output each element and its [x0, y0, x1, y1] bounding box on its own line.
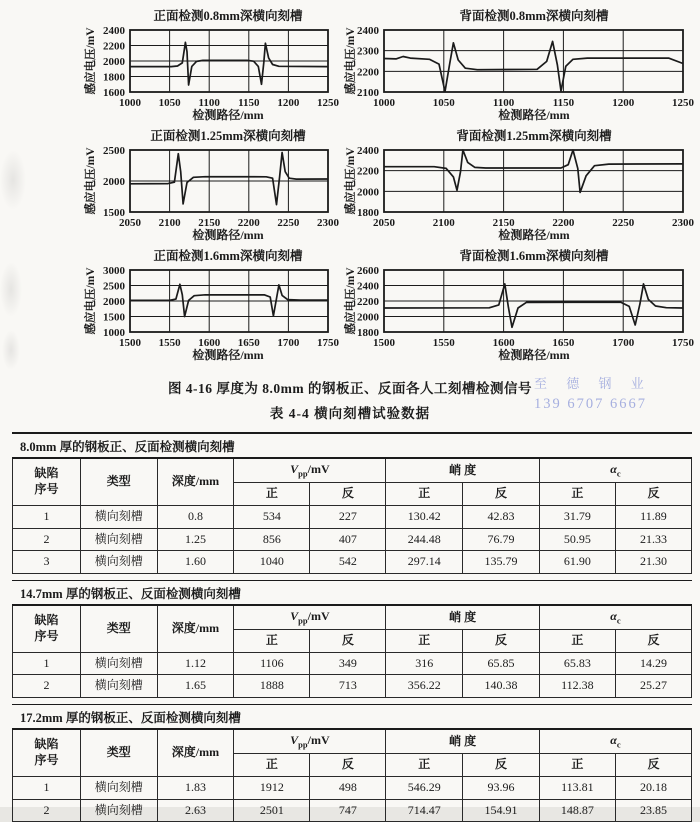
- cell-kurtosis-front: 316: [386, 652, 463, 675]
- cell-kurtosis-front: 244.48: [386, 528, 463, 551]
- svg-text:2400: 2400: [357, 280, 379, 293]
- header-row-groups: [13, 729, 692, 754]
- y-axis-label: 感应电压/mV: [85, 147, 97, 215]
- cell-alpha-back: 20.18: [615, 777, 691, 800]
- svg-text:1500: 1500: [103, 207, 125, 219]
- th-kurtosis-group: 峭 度: [386, 458, 539, 483]
- svg-text:1200: 1200: [612, 97, 635, 109]
- svg-text:1000: 1000: [119, 97, 141, 109]
- table-row: [13, 506, 692, 529]
- th-back: 反: [463, 754, 540, 777]
- cell-alpha-back: 25.27: [615, 675, 691, 698]
- header-row-groups: [13, 605, 692, 630]
- svg-text:1050: 1050: [158, 97, 181, 109]
- th-front: 正: [539, 630, 615, 653]
- th-back: 反: [615, 630, 691, 653]
- th-back: 反: [615, 754, 691, 777]
- cell-type: 横向刻槽: [80, 799, 157, 822]
- svg-text:3000: 3000: [103, 265, 125, 277]
- svg-text:2000: 2000: [103, 56, 125, 68]
- cell-kurtosis-back: 93.96: [463, 777, 540, 800]
- cell-vpp-back: 747: [310, 799, 386, 822]
- svg-text:1800: 1800: [357, 207, 379, 219]
- cell-vpp-back: 498: [310, 777, 386, 800]
- cell-vpp-front: 2501: [234, 799, 310, 822]
- th-front: 正: [539, 754, 615, 777]
- cell-depth: 1.12: [157, 652, 234, 675]
- cell-type: 横向刻槽: [80, 528, 157, 551]
- cell-kurtosis-front: 714.47: [386, 799, 463, 822]
- chart-title: 背面检测1.6mm深横向刻槽: [459, 249, 609, 263]
- svg-text:2050: 2050: [373, 217, 395, 229]
- table-row: [13, 799, 692, 822]
- cell-kurtosis-front: 356.22: [386, 675, 463, 698]
- chart-front-1p6mm: [30, 246, 340, 364]
- cell-vpp-front: 1106: [234, 652, 310, 675]
- svg-text:1600: 1600: [492, 337, 515, 349]
- chart-front-0p8mm: [30, 6, 340, 124]
- table-row: [13, 675, 692, 698]
- th-front: 正: [234, 630, 310, 653]
- data-table: [12, 728, 692, 822]
- svg-text:1100: 1100: [492, 97, 515, 109]
- svg-text:2000: 2000: [357, 186, 379, 199]
- svg-text:1550: 1550: [158, 337, 181, 349]
- svg-text:1200: 1200: [277, 97, 300, 109]
- table-section-8mm: [12, 432, 692, 574]
- cell-kurtosis-back: 76.79: [463, 528, 540, 551]
- cell-vpp-front: 1888: [234, 675, 310, 698]
- th-depth: 深度/mm: [157, 605, 234, 653]
- cell-type: 横向刻槽: [80, 652, 157, 675]
- th-alpha-group: $\alpha_c$: [539, 729, 691, 754]
- cell-kurtosis-front: 130.42: [386, 506, 463, 529]
- cell-vpp-back: 407: [310, 528, 386, 551]
- table-row: [13, 652, 692, 675]
- figure-4-16-charts: [0, 0, 700, 370]
- th-front: 正: [386, 754, 463, 777]
- cell-type: 横向刻槽: [80, 506, 157, 529]
- cell-depth: 1.25: [157, 528, 234, 551]
- cell-kurtosis-front: 546.29: [386, 777, 463, 800]
- x-axis-label: 检测路径/mm: [498, 228, 570, 242]
- svg-text:1150: 1150: [552, 97, 575, 109]
- svg-text:2500: 2500: [103, 145, 125, 157]
- th-vpp-group: $V_{pp}/mV$: [234, 605, 386, 630]
- cell-depth: 1.83: [157, 777, 234, 800]
- chart-back-0p8mm: [340, 6, 696, 124]
- table-section-label: 8.0mm 厚的钢板正、反面检测横向刻槽: [20, 440, 235, 454]
- data-table: [12, 457, 692, 574]
- cell-defect-no: 2: [13, 528, 81, 551]
- svg-text:1650: 1650: [552, 337, 575, 349]
- cell-alpha-front: 50.95: [539, 528, 615, 551]
- cell-vpp-front: 856: [234, 528, 310, 551]
- cell-depth: 2.63: [157, 799, 234, 822]
- cell-alpha-back: 11.89: [615, 506, 691, 529]
- svg-text:1100: 1100: [198, 97, 220, 109]
- svg-text:2400: 2400: [357, 25, 379, 37]
- cell-defect-no: 2: [13, 675, 81, 698]
- svg-text:2200: 2200: [357, 66, 379, 79]
- svg-text:1600: 1600: [198, 337, 221, 349]
- th-depth: 深度/mm: [157, 729, 234, 777]
- table-section-14p7mm: [12, 580, 692, 698]
- cell-depth: 0.8: [157, 506, 234, 529]
- th-back: 反: [615, 483, 691, 506]
- th-front: 正: [539, 483, 615, 506]
- cell-alpha-front: 112.38: [539, 675, 615, 698]
- header-row-groups: [13, 458, 692, 483]
- chart-title: 正面检测0.8mm深横向刻槽: [153, 9, 303, 23]
- svg-text:2200: 2200: [237, 217, 260, 229]
- cell-alpha-front: 31.79: [539, 506, 615, 529]
- svg-text:1800: 1800: [357, 327, 379, 339]
- cell-kurtosis-back: 140.38: [463, 675, 540, 698]
- th-defect-no: 缺陷 序号: [13, 458, 81, 506]
- th-type: 类型: [80, 605, 157, 653]
- th-kurtosis-group: 峭 度: [386, 605, 539, 630]
- cell-kurtosis-back: 65.85: [463, 652, 540, 675]
- th-type: 类型: [80, 458, 157, 506]
- cell-alpha-back: 21.30: [615, 551, 691, 574]
- svg-text:2300: 2300: [672, 217, 694, 229]
- cell-vpp-front: 1912: [234, 777, 310, 800]
- figure-caption: 图 4-16 厚度为 8.0mm 的钢板正、反面各人工刻槽检测信号: [167, 381, 533, 396]
- th-back: 反: [463, 630, 540, 653]
- cell-defect-no: 1: [13, 652, 81, 675]
- svg-text:2250: 2250: [277, 217, 300, 229]
- svg-text:2150: 2150: [198, 217, 221, 229]
- svg-text:1600: 1600: [103, 87, 125, 99]
- table-title: 表 4-4 横向刻槽试验数据: [269, 406, 431, 421]
- cell-defect-no: 1: [13, 506, 81, 529]
- svg-text:2000: 2000: [357, 311, 379, 324]
- cell-type: 横向刻槽: [80, 551, 157, 574]
- svg-text:2200: 2200: [552, 217, 575, 229]
- table-section-label: 14.7mm 厚的钢板正、反面检测横向刻槽: [20, 586, 241, 601]
- cell-kurtosis-back: 42.83: [463, 506, 540, 529]
- cell-defect-no: 1: [13, 777, 81, 800]
- x-axis-label: 检测路径/mm: [192, 348, 264, 362]
- svg-text:2100: 2100: [158, 217, 181, 229]
- y-axis-label: 感应电压/mV: [85, 267, 97, 335]
- cell-vpp-back: 227: [310, 506, 386, 529]
- cell-alpha-front: 65.83: [539, 652, 615, 675]
- svg-text:2000: 2000: [103, 296, 125, 308]
- chart-front-1p25mm: [30, 126, 340, 244]
- th-type: 类型: [80, 729, 157, 777]
- svg-text:2000: 2000: [103, 176, 125, 188]
- cell-vpp-back: 349: [310, 652, 386, 675]
- svg-text:2200: 2200: [357, 296, 379, 308]
- svg-text:2300: 2300: [357, 45, 379, 58]
- svg-text:1650: 1650: [237, 337, 260, 349]
- chart-title: 正面检测1.25mm深横向刻槽: [150, 129, 306, 143]
- svg-text:1800: 1800: [103, 71, 125, 84]
- th-front: 正: [234, 754, 310, 777]
- chart-back-1p25mm: [340, 126, 696, 244]
- cell-depth: 1.60: [157, 551, 234, 574]
- th-depth: 深度/mm: [157, 458, 234, 506]
- th-kurtosis-group: 峭 度: [386, 729, 539, 754]
- cell-vpp-back: 542: [310, 551, 386, 574]
- cell-kurtosis-front: 297.14: [386, 551, 463, 574]
- cell-kurtosis-back: 135.79: [463, 551, 540, 574]
- cell-vpp-front: 1040: [234, 551, 310, 574]
- svg-text:1750: 1750: [672, 337, 694, 349]
- svg-text:2200: 2200: [103, 40, 125, 53]
- svg-text:1050: 1050: [432, 97, 455, 109]
- th-vpp-group: $V_{pp}/mV$: [234, 458, 386, 483]
- cell-vpp-front: 534: [234, 506, 310, 529]
- svg-text:2500: 2500: [103, 280, 125, 293]
- data-table: [12, 604, 692, 698]
- cell-defect-no: 3: [13, 551, 81, 574]
- th-back: 反: [463, 483, 540, 506]
- table-row: [13, 551, 692, 574]
- th-alpha-group: $\alpha_c$: [539, 458, 691, 483]
- th-defect-no: 缺陷 序号: [13, 729, 81, 777]
- x-axis-label: 检测路径/mm: [192, 108, 264, 122]
- svg-text:1250: 1250: [672, 97, 694, 109]
- svg-text:1000: 1000: [373, 97, 395, 109]
- cell-alpha-back: 14.29: [615, 652, 691, 675]
- svg-text:2150: 2150: [492, 217, 515, 229]
- th-defect-no: 缺陷 序号: [13, 605, 81, 653]
- cell-depth: 1.65: [157, 675, 234, 698]
- chart-title: 正面检测1.6mm深横向刻槽: [153, 249, 303, 263]
- svg-text:1700: 1700: [277, 337, 300, 349]
- x-axis-label: 检测路径/mm: [498, 348, 570, 362]
- th-back: 反: [310, 754, 386, 777]
- svg-text:1250: 1250: [317, 97, 339, 109]
- th-vpp-group: $V_{pp}/mV$: [234, 729, 386, 754]
- th-front: 正: [234, 483, 310, 506]
- y-axis-label: 感应电压/mV: [345, 147, 357, 215]
- svg-text:2250: 2250: [612, 217, 635, 229]
- y-axis-label: 感应电压/mV: [345, 267, 357, 335]
- cell-alpha-front: 148.87: [539, 799, 615, 822]
- svg-text:1500: 1500: [119, 337, 141, 349]
- svg-text:2600: 2600: [357, 265, 379, 277]
- svg-text:2400: 2400: [103, 25, 125, 37]
- th-back: 反: [310, 483, 386, 506]
- cell-alpha-front: 61.90: [539, 551, 615, 574]
- watermark: [534, 375, 652, 415]
- chart-title: 背面检测1.25mm深横向刻槽: [456, 129, 612, 143]
- svg-text:2300: 2300: [317, 217, 339, 229]
- svg-text:1000: 1000: [103, 327, 125, 339]
- cell-defect-no: 2: [13, 799, 81, 822]
- cell-vpp-back: 713: [310, 675, 386, 698]
- svg-text:1500: 1500: [373, 337, 395, 349]
- svg-text:1500: 1500: [103, 311, 125, 324]
- cell-type: 横向刻槽: [80, 675, 157, 698]
- svg-text:1750: 1750: [317, 337, 339, 349]
- th-front: 正: [386, 483, 463, 506]
- svg-text:2100: 2100: [357, 87, 379, 99]
- chart-back-1p6mm: [340, 246, 696, 364]
- y-axis-label: 感应电压/mV: [345, 27, 357, 95]
- chart-title: 背面检测0.8mm深横向刻槽: [459, 9, 609, 23]
- cell-alpha-front: 113.81: [539, 777, 615, 800]
- svg-text:1550: 1550: [432, 337, 455, 349]
- svg-text:2050: 2050: [119, 217, 141, 229]
- svg-text:2400: 2400: [357, 145, 379, 157]
- cell-alpha-back: 23.85: [615, 799, 691, 822]
- th-front: 正: [386, 630, 463, 653]
- y-axis-label: 感应电压/mV: [85, 27, 97, 95]
- cell-type: 横向刻槽: [80, 777, 157, 800]
- cell-kurtosis-back: 154.91: [463, 799, 540, 822]
- th-back: 反: [310, 630, 386, 653]
- watermark-phone: 139 6707 6667: [534, 395, 647, 412]
- svg-text:2100: 2100: [432, 217, 455, 229]
- x-axis-label: 检测路径/mm: [192, 228, 264, 242]
- table-section-label: 17.2mm 厚的钢板正、反面检测横向刻槽: [20, 711, 241, 726]
- svg-text:1150: 1150: [238, 97, 260, 109]
- cell-alpha-back: 21.33: [615, 528, 691, 551]
- table-section-17p2mm: [12, 704, 692, 822]
- watermark-company: 至 德 钢 业: [534, 376, 652, 391]
- svg-text:1700: 1700: [612, 337, 635, 349]
- table-row: [13, 777, 692, 800]
- x-axis-label: 检测路径/mm: [498, 108, 570, 122]
- svg-text:2200: 2200: [357, 165, 379, 178]
- table-row: [13, 528, 692, 551]
- th-alpha-group: $\alpha_c$: [539, 605, 691, 630]
